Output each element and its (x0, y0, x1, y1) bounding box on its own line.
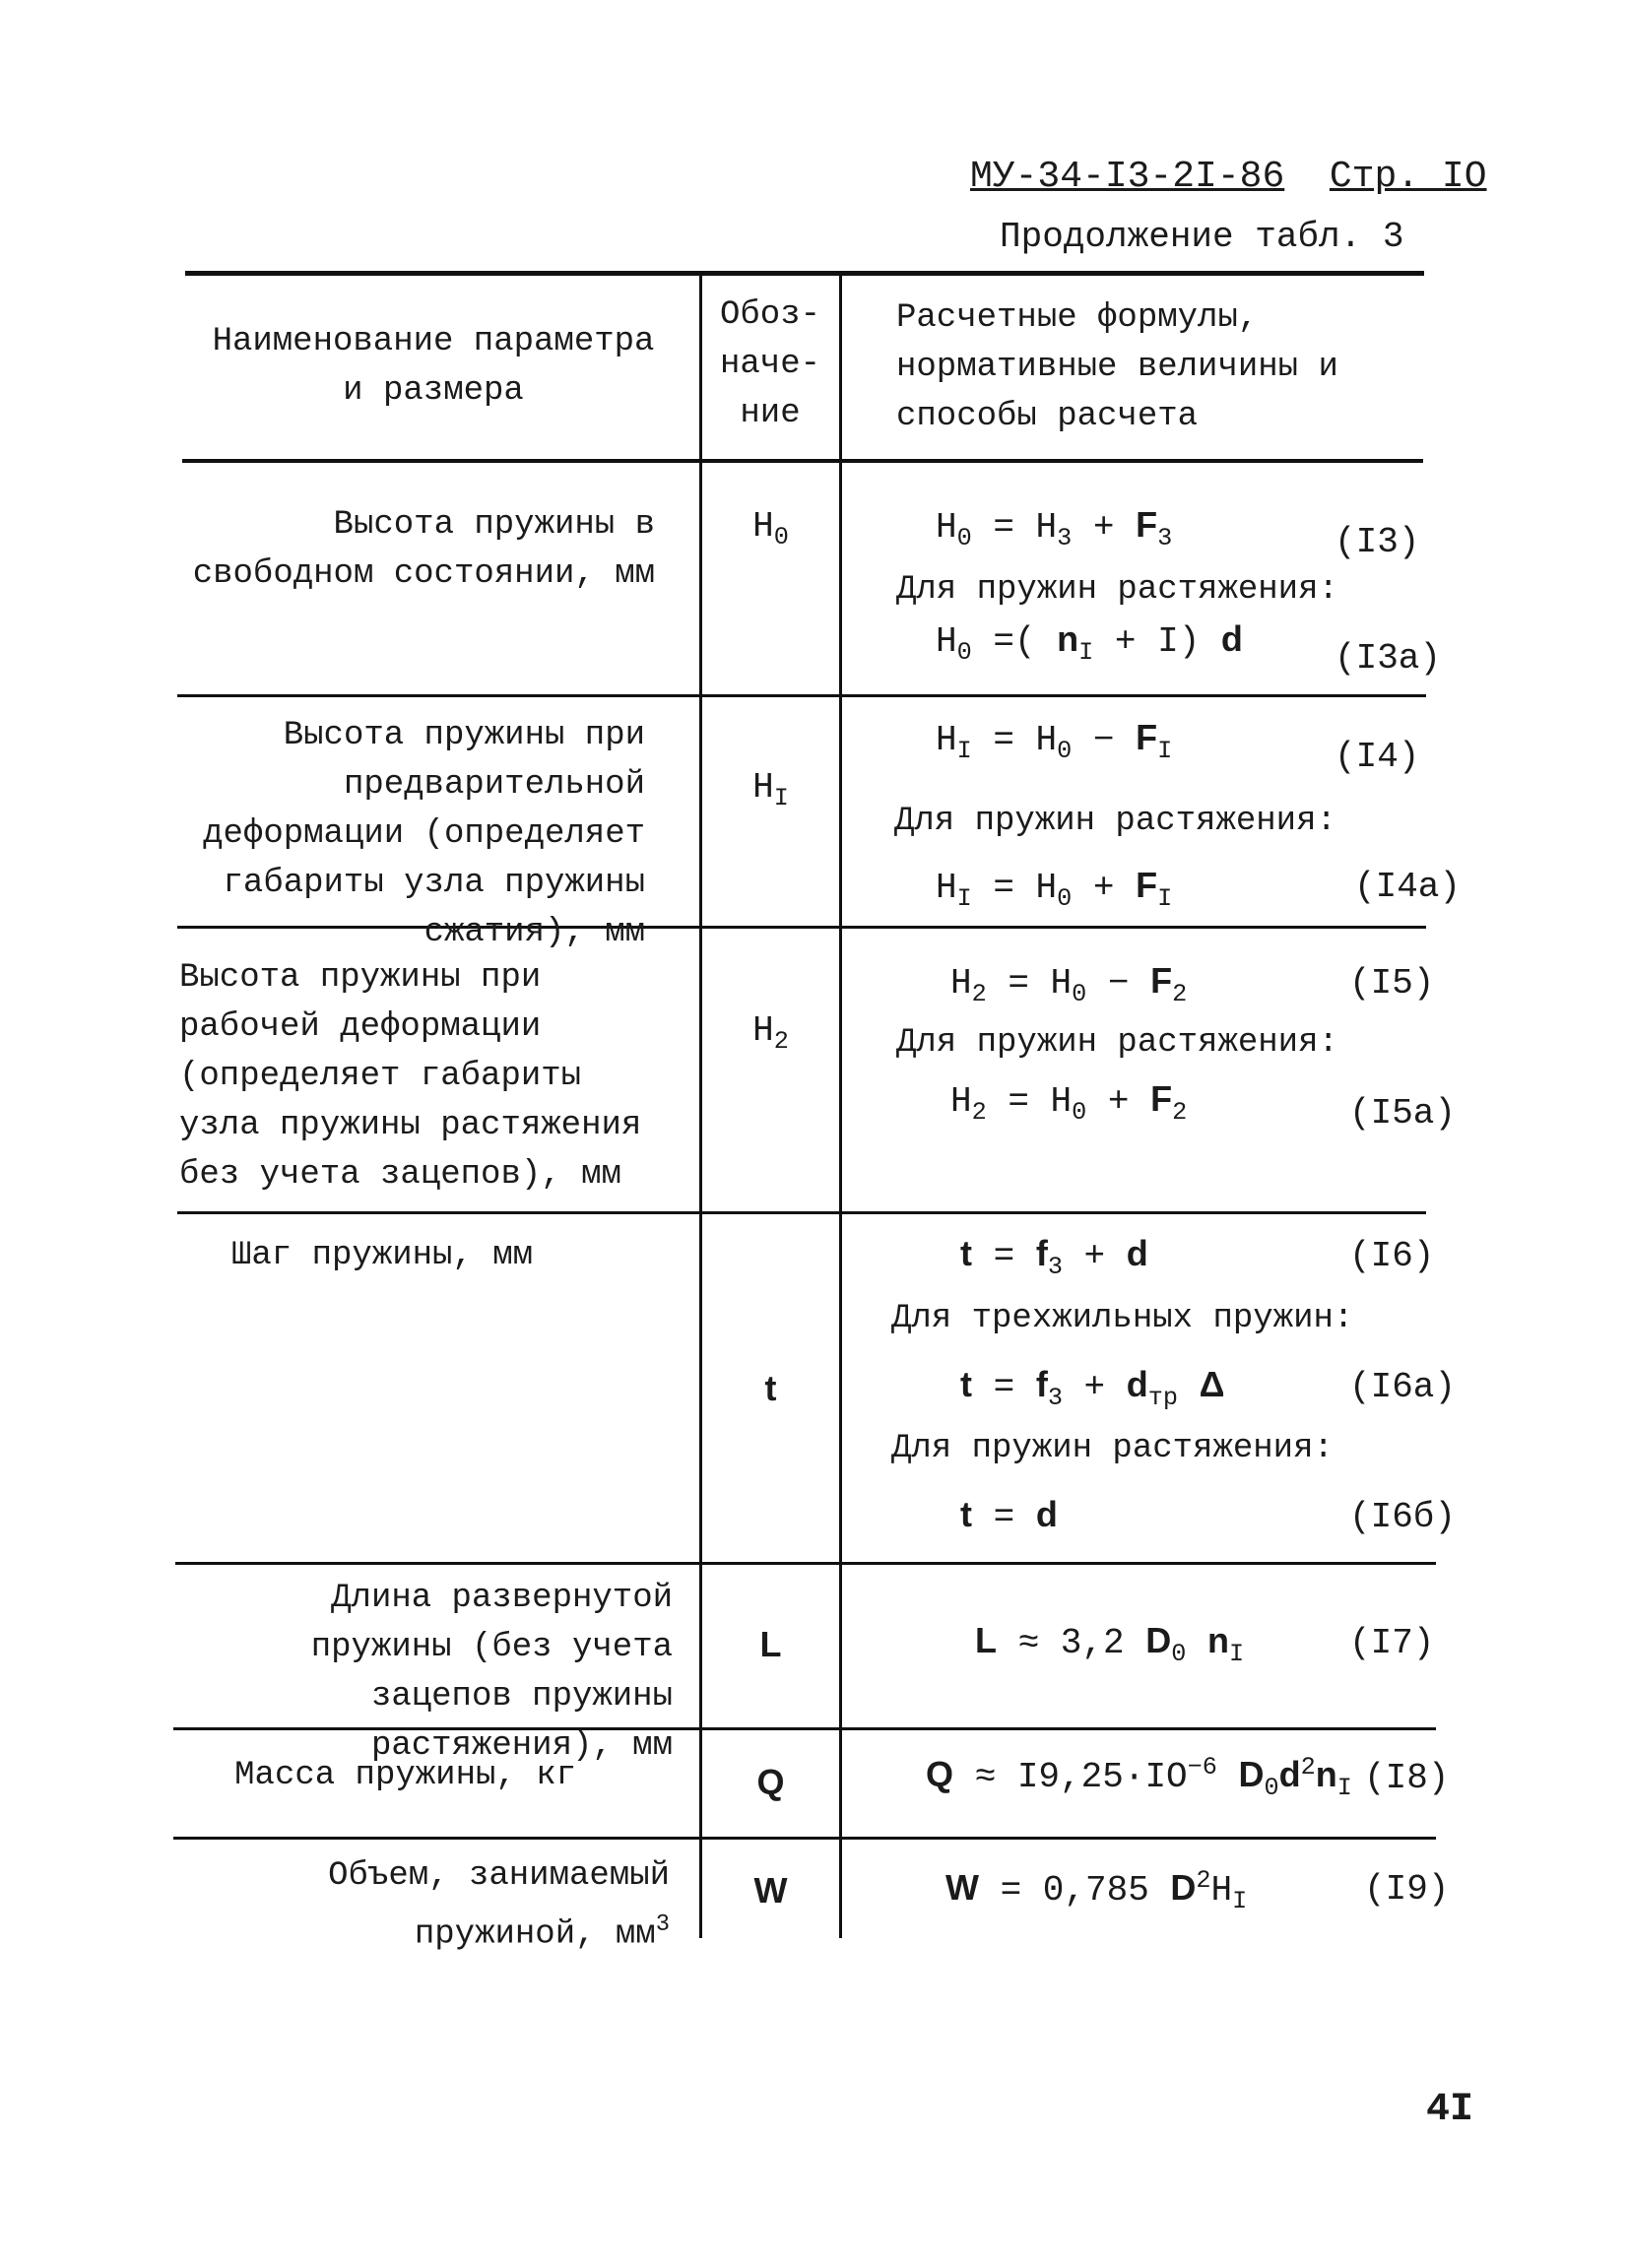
row-name: Высота пружины в свободном состоянии, мм (192, 506, 655, 593)
document-reference (970, 156, 1487, 198)
row-symbol: W (753, 1870, 788, 1911)
page-ref: Стр. IO (1329, 156, 1487, 198)
row-divider (175, 1562, 1436, 1565)
formula-label: Для трехжильных пружин: (891, 1300, 1354, 1337)
formula-label: Для пружин растяжения: (896, 571, 1338, 609)
formula: W = 0,785 $D^2H_I$ (945, 1866, 1248, 1916)
formula-number: (I4а) (1354, 867, 1462, 907)
formula: $H_2 = H_0 + F_2$ (950, 1078, 1188, 1128)
formula-number: (I3) (1335, 522, 1420, 562)
header-bottom-rule (182, 459, 1423, 463)
row-divider (177, 694, 1426, 697)
formula-number: (I5а) (1349, 1093, 1457, 1134)
formula-number: (I3а) (1335, 638, 1442, 679)
table-top-rule (185, 271, 1424, 276)
formula: $t = f_3 + d_{тр}$ Δ (960, 1364, 1225, 1413)
row-symbol: L (759, 1624, 782, 1664)
formula-number: (I6б) (1349, 1497, 1457, 1537)
row-symbol: t (764, 1368, 777, 1408)
formula: $H_2 = H_0 - F_2$ (950, 960, 1188, 1009)
page-number: 4I (1426, 2088, 1474, 2132)
formula: $Q \approx I9,25\cdot IO^{-6}$ $D_0d^2n_I$ (926, 1753, 1352, 1803)
formula-number: (I7) (1349, 1623, 1435, 1663)
formula-number: (I6а) (1349, 1367, 1457, 1407)
formula-number: (I8) (1364, 1758, 1450, 1798)
row-name: Длина развернутой пружины (без учета зацепов пружины растяжения), мм (310, 1580, 673, 1765)
row-name: Объем, занимаемый пружиной, $мм^3$ (328, 1857, 670, 1954)
row-divider (177, 1211, 1426, 1214)
formula: $t = f_3 + d$ (960, 1233, 1148, 1282)
formula-label: Для пружин растяжения: (891, 1430, 1334, 1467)
formula-number: (I5) (1349, 963, 1435, 1004)
formula-number: (I6) (1349, 1236, 1435, 1276)
formula-label: Для пружин растяжения: (894, 803, 1336, 840)
column-header-symbol: Обоз-наче-ние (719, 296, 821, 432)
table-continuation-label: Продолжение табл. 3 (1000, 217, 1404, 257)
row-divider (173, 1837, 1436, 1840)
formula-number: (I9) (1364, 1869, 1450, 1910)
row-name: Высота пружины при предварительной деформации (определяет габариты узла пружины сжатия), мм (203, 717, 645, 951)
row-symbol: $H_0$ (752, 506, 789, 552)
column-header-formula: Расчетные формулы, нормативные величины и способы расчета (896, 299, 1338, 435)
doc-ref: МУ-34-I3-2I-86 (970, 156, 1285, 198)
row-name: Высота пружины при рабочей деформации (определяет габариты узла пружины растяжения без учета зацепов), мм (179, 959, 642, 1194)
row-symbol: $H_2$ (752, 1010, 789, 1057)
formula-label: Для пружин растяжения: (896, 1024, 1338, 1062)
column-divider (839, 274, 842, 1938)
formula: $H_I = H_0 - F_I$ (936, 717, 1173, 766)
row-symbol: $H_I$ (752, 767, 789, 813)
formula: L ≈ 3,2 $D_0$ $n_I$ (975, 1620, 1245, 1669)
row-name: Шаг пружины, мм (231, 1237, 534, 1274)
formula: $H_0 = H_3 + F_3$ (936, 504, 1173, 553)
formula-number: (I4) (1335, 737, 1420, 777)
formula: t = d (960, 1494, 1058, 1537)
row-symbol: Q (756, 1762, 785, 1802)
formula: $H_0$ =( $n_I + I$) d (936, 618, 1243, 668)
column-divider (699, 274, 702, 1938)
row-name: Масса пружины, кг (234, 1757, 576, 1794)
formula: $H_I = H_0 + F_I$ (936, 865, 1173, 914)
column-header-name: Наименование параметра и размера (212, 323, 655, 410)
